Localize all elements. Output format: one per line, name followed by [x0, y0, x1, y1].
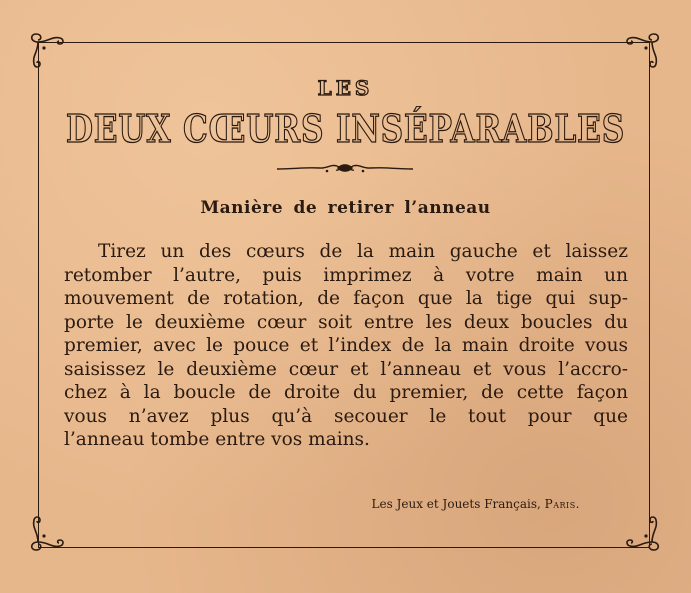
- corner-ornament-top-right: [624, 30, 664, 70]
- heading-article: LES: [317, 76, 374, 100]
- text-line: Tirez un des cœurs de la main gauche et laissez: [98, 241, 628, 262]
- publisher-name: Les Jeux et Jouets Français,: [371, 497, 541, 511]
- corner-ornament-top-left: [26, 30, 66, 70]
- text-line: l’anneau tombe entre vos mains.: [64, 429, 370, 450]
- text-line: chez à la boucle de droite du premier, de cette façon: [64, 382, 628, 403]
- title-divider-ornament: [275, 158, 415, 178]
- text-line: vous n’avez plus qu’à secouer le tout pour que: [64, 405, 628, 427]
- corner-ornament-bottom-left: [26, 514, 66, 554]
- text-line: retomber l’autre, puis imprimez à votre main un: [64, 264, 628, 286]
- text-line: mouvement de rotation, de façon que la tige qui sup-: [64, 288, 628, 309]
- page-title: DEUX CŒURS INSÉPARABLES: [65, 106, 626, 151]
- publisher-city: Paris.: [544, 497, 580, 511]
- section-subtitle: Manière de retirer l’anneau: [200, 198, 491, 218]
- instructions-paragraph: [64, 240, 628, 452]
- corner-ornament-bottom-right: [624, 514, 664, 554]
- text-line: premier, avec le pouce et l’index de la main droite vous: [64, 335, 628, 356]
- text-line: saisissez le deuxième cœur et l’anneau et vous l’accro-: [64, 358, 628, 380]
- publisher-credit: [320, 497, 580, 511]
- text-line: porte le deuxième cœur soit entre les deux boucles du: [64, 311, 628, 333]
